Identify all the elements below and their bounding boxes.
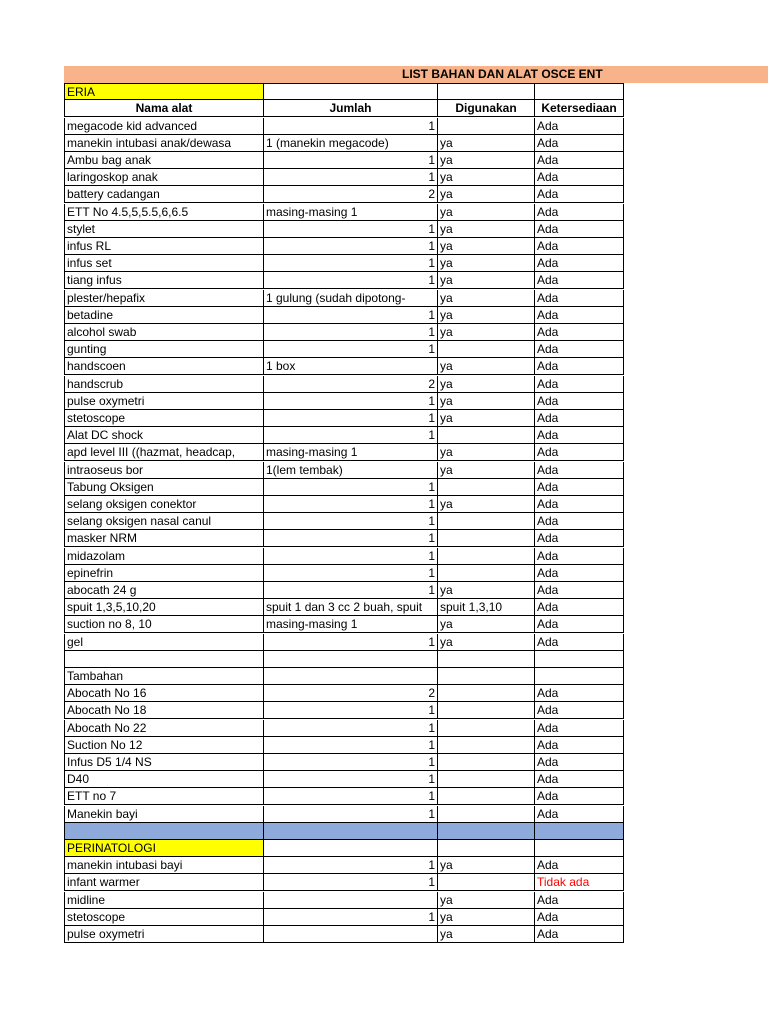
item-jumlah[interactable] — [264, 272, 438, 289]
table-row — [64, 221, 768, 238]
jumlah-text: masing-masing 1 — [266, 445, 358, 460]
jumlah-number: 1 — [428, 565, 435, 580]
table-row — [64, 427, 768, 444]
item-digunakan[interactable]: ya — [438, 255, 535, 272]
jumlah-number: 1 — [428, 411, 435, 425]
tambahan-row — [64, 668, 768, 685]
jumlah-text: 1 (manekin megacode) — [266, 135, 389, 150]
item-ketersediaan[interactable]: Ada — [535, 444, 624, 461]
jumlah-text: masing-masing 1 — [266, 617, 358, 632]
jumlah-number: 1 — [428, 256, 435, 271]
table-row — [64, 393, 768, 410]
item-ketersediaan[interactable]: Ada — [535, 754, 624, 771]
item-digunakan[interactable]: ya — [438, 358, 535, 375]
table-row — [64, 530, 768, 547]
item-digunakan[interactable] — [438, 530, 535, 547]
jumlah-number: 1 — [428, 755, 435, 769]
separator-cell[interactable] — [264, 823, 438, 840]
item-ketersediaan[interactable]: Ada — [535, 169, 624, 186]
item-name[interactable]: laringoskop anak — [64, 169, 264, 186]
jumlah-number: 2 — [428, 376, 435, 391]
item-jumlah[interactable] — [264, 255, 438, 272]
table-row — [64, 513, 768, 530]
item-ketersediaan[interactable]: Ada — [535, 410, 624, 427]
item-digunakan[interactable] — [438, 427, 535, 444]
table-row — [64, 771, 768, 788]
item-jumlah[interactable] — [264, 358, 438, 375]
item-ketersediaan[interactable]: Ada — [535, 462, 624, 479]
item-name[interactable]: battery cadangan — [64, 186, 264, 203]
item-jumlah[interactable] — [264, 926, 438, 943]
item-jumlah[interactable] — [264, 238, 438, 255]
jumlah-text: 1 gulung (sudah dipotong- — [266, 290, 406, 305]
empty-cell[interactable] — [264, 651, 438, 668]
item-digunakan[interactable] — [438, 771, 535, 788]
item-ketersediaan[interactable]: Ada — [535, 909, 624, 926]
item-ketersediaan[interactable]: Ada — [535, 341, 624, 358]
item-ketersediaan[interactable]: Ada — [535, 788, 624, 805]
item-digunakan[interactable]: ya — [438, 376, 535, 393]
jumlah-number: 1 — [428, 497, 435, 511]
item-name[interactable]: selang oksigen conektor — [64, 496, 264, 513]
jumlah-number: 1 — [428, 703, 435, 718]
item-ketersediaan[interactable]: Tidak ada — [535, 874, 624, 891]
separator-cell[interactable] — [438, 823, 535, 840]
jumlah-text: masing-masing 1 — [266, 204, 358, 219]
jumlah-number: 1 — [428, 514, 435, 529]
item-jumlah[interactable] — [264, 737, 438, 754]
item-digunakan[interactable] — [438, 565, 535, 582]
item-digunakan[interactable]: ya — [438, 616, 535, 633]
table-row — [64, 341, 768, 358]
item-digunakan[interactable]: ya — [438, 324, 535, 341]
item-jumlah[interactable] — [264, 771, 438, 788]
item-jumlah[interactable] — [264, 616, 438, 633]
jumlah-number: 1 — [428, 634, 435, 649]
item-ketersediaan[interactable]: Ada — [535, 530, 624, 547]
table-row — [64, 135, 768, 152]
sheet-title: LIST BAHAN DAN ALAT OSCE ENT — [402, 67, 603, 81]
table-row — [64, 582, 768, 599]
table-row — [64, 909, 768, 926]
table-row — [64, 169, 768, 186]
item-name[interactable]: plester/hepafix — [64, 290, 264, 307]
table-row — [64, 720, 768, 737]
jumlah-number: 1 — [428, 583, 435, 597]
item-name[interactable]: D40 — [64, 771, 264, 788]
item-ketersediaan[interactable]: Ada — [535, 720, 624, 737]
empty-cell[interactable] — [535, 651, 624, 668]
item-jumlah[interactable] — [264, 909, 438, 926]
item-name[interactable]: handscoen — [64, 358, 264, 375]
table-row — [64, 892, 768, 909]
item-jumlah[interactable] — [264, 135, 438, 152]
cell[interactable] — [535, 83, 624, 100]
jumlah-number: 1 — [428, 393, 435, 408]
item-digunakan[interactable] — [438, 513, 535, 530]
table-row — [64, 118, 768, 135]
item-jumlah[interactable] — [264, 169, 438, 186]
item-digunakan[interactable]: ya — [438, 238, 535, 255]
item-jumlah[interactable] — [264, 548, 438, 565]
item-digunakan[interactable]: ya — [438, 152, 535, 169]
item-ketersediaan[interactable]: Ada — [535, 565, 624, 582]
item-ketersediaan[interactable]: Ada — [535, 634, 624, 651]
item-name[interactable]: masker NRM — [64, 530, 264, 547]
blank-row — [64, 651, 768, 668]
table-row — [64, 290, 768, 307]
item-digunakan[interactable]: ya — [438, 634, 535, 651]
item-digunakan[interactable]: ya — [438, 909, 535, 926]
item-name[interactable]: Manekin bayi — [64, 806, 264, 823]
item-digunakan[interactable]: ya — [438, 444, 535, 461]
item-digunakan[interactable]: ya — [438, 135, 535, 152]
table-row — [64, 479, 768, 496]
item-ketersediaan[interactable]: Ada — [535, 204, 624, 221]
item-ketersediaan[interactable]: Ada — [535, 806, 624, 823]
jumlah-number: 1 — [428, 428, 435, 443]
item-name[interactable]: selang oksigen nasal canul — [64, 513, 264, 530]
item-ketersediaan[interactable]: Ada — [535, 376, 624, 393]
jumlah-text: spuit 1 dan 3 cc 2 buah, spuit — [266, 600, 423, 615]
item-digunakan[interactable] — [438, 720, 535, 737]
item-digunakan[interactable]: ya — [438, 892, 535, 909]
jumlah-text: 1(lem tembak) — [266, 462, 343, 477]
item-name[interactable]: Abocath No 22 — [64, 720, 264, 737]
item-name[interactable]: manekin intubasi anak/dewasa — [64, 135, 264, 152]
item-jumlah[interactable] — [264, 462, 438, 479]
item-ketersediaan[interactable]: Ada — [535, 290, 624, 307]
item-jumlah[interactable] — [264, 582, 438, 599]
jumlah-number: 2 — [428, 187, 435, 202]
separator-cell[interactable] — [535, 823, 624, 840]
item-digunakan[interactable] — [438, 874, 535, 891]
item-jumlah[interactable] — [264, 788, 438, 805]
item-name[interactable]: ETT no 7 — [64, 788, 264, 805]
item-jumlah[interactable] — [264, 634, 438, 651]
item-ketersediaan[interactable]: Ada — [535, 737, 624, 754]
table-row — [64, 186, 768, 203]
item-jumlah[interactable] — [264, 221, 438, 238]
jumlah-number: 1 — [428, 875, 435, 890]
item-jumlah[interactable] — [264, 186, 438, 203]
item-digunakan[interactable] — [438, 341, 535, 358]
empty-cell[interactable] — [264, 840, 438, 857]
item-jumlah[interactable] — [264, 530, 438, 547]
item-ketersediaan[interactable]: Ada — [535, 221, 624, 238]
item-jumlah[interactable] — [264, 324, 438, 341]
item-digunakan[interactable]: ya — [438, 169, 535, 186]
jumlah-number: 1 — [428, 239, 435, 253]
item-digunakan[interactable] — [438, 685, 535, 702]
table-row — [64, 737, 768, 754]
item-digunakan[interactable]: ya — [438, 496, 535, 513]
section-label[interactable]: ERIA — [64, 83, 264, 100]
separator-row — [64, 823, 768, 840]
jumlah-number: 1 — [428, 531, 435, 546]
item-jumlah[interactable] — [264, 307, 438, 324]
empty-cell[interactable] — [438, 651, 535, 668]
table-row — [64, 307, 768, 324]
item-ketersediaan[interactable]: Ada — [535, 324, 624, 341]
item-ketersediaan[interactable]: Ada — [535, 307, 624, 324]
table-row — [64, 496, 768, 513]
item-digunakan[interactable]: ya — [438, 393, 535, 410]
jumlah-number: 1 — [428, 307, 435, 322]
jumlah-number: 1 — [428, 772, 435, 787]
header-nama-alat[interactable]: Nama alat — [64, 100, 264, 117]
empty-cell[interactable] — [535, 840, 624, 857]
item-name[interactable]: Tabung Oksigen — [64, 479, 264, 496]
item-ketersediaan[interactable]: Ada — [535, 616, 624, 633]
table-row — [64, 926, 768, 943]
cell[interactable] — [438, 83, 535, 100]
item-jumlah[interactable] — [264, 427, 438, 444]
item-ketersediaan[interactable]: Ada — [535, 255, 624, 272]
item-name[interactable]: megacode kid advanced — [64, 118, 264, 135]
table-row — [64, 857, 768, 874]
item-name[interactable]: gel — [64, 634, 264, 651]
item-digunakan[interactable]: ya — [438, 410, 535, 427]
item-name[interactable]: pulse oxymetri — [64, 393, 264, 410]
item-ketersediaan[interactable]: Ada — [535, 926, 624, 943]
item-jumlah[interactable] — [264, 857, 438, 874]
section-row-perinatologi — [64, 840, 768, 857]
title-row — [64, 66, 768, 83]
table-row — [64, 548, 768, 565]
item-name[interactable]: gunting — [64, 341, 264, 358]
item-name[interactable]: stetoscope — [64, 909, 264, 926]
item-digunakan[interactable]: ya — [438, 307, 535, 324]
item-digunakan[interactable] — [438, 806, 535, 823]
item-jumlah[interactable] — [264, 152, 438, 169]
item-jumlah[interactable] — [264, 513, 438, 530]
item-digunakan[interactable] — [438, 118, 535, 135]
item-digunakan[interactable]: ya — [438, 221, 535, 238]
item-digunakan[interactable]: spuit 1,3,10 — [438, 599, 535, 616]
item-digunakan[interactable] — [438, 754, 535, 771]
item-ketersediaan[interactable]: Ada — [535, 702, 624, 719]
item-name[interactable]: handscrub — [64, 376, 264, 393]
item-name[interactable]: spuit 1,3,5,10,20 — [64, 599, 264, 616]
jumlah-number: 1 — [428, 153, 435, 167]
item-digunakan[interactable] — [438, 548, 535, 565]
item-ketersediaan[interactable]: Ada — [535, 582, 624, 599]
jumlah-number: 1 — [428, 325, 435, 339]
item-digunakan[interactable]: ya — [438, 204, 535, 221]
jumlah-number: 1 — [428, 118, 435, 133]
item-name[interactable]: stylet — [64, 221, 264, 238]
jumlah-number: 1 — [428, 170, 435, 185]
table-row — [64, 462, 768, 479]
item-jumlah[interactable] — [264, 341, 438, 358]
separator-cell[interactable] — [64, 823, 264, 840]
table-row — [64, 754, 768, 771]
item-jumlah[interactable] — [264, 702, 438, 719]
item-name[interactable]: tiang infus — [64, 272, 264, 289]
table-row — [64, 685, 768, 702]
item-ketersediaan[interactable]: Ada — [535, 238, 624, 255]
item-jumlah[interactable] — [264, 204, 438, 221]
item-name[interactable]: pulse oxymetri — [64, 926, 264, 943]
item-digunakan[interactable] — [438, 702, 535, 719]
table-row — [64, 152, 768, 169]
header-row — [64, 100, 768, 117]
empty-cell[interactable] — [438, 668, 535, 685]
jumlah-number: 1 — [428, 720, 435, 735]
jumlah-number: 1 — [428, 273, 435, 288]
item-digunakan[interactable] — [438, 479, 535, 496]
item-jumlah[interactable] — [264, 806, 438, 823]
item-jumlah[interactable] — [264, 496, 438, 513]
item-ketersediaan[interactable]: Ada — [535, 358, 624, 375]
item-ketersediaan[interactable]: Ada — [535, 427, 624, 444]
item-ketersediaan[interactable]: Ada — [535, 118, 624, 135]
item-ketersediaan[interactable]: Ada — [535, 186, 624, 203]
item-name[interactable]: midazolam — [64, 548, 264, 565]
item-name[interactable]: Infus D5 1/4 NS — [64, 754, 264, 771]
item-jumlah[interactable] — [264, 685, 438, 702]
jumlah-number: 1 — [428, 548, 435, 563]
item-name[interactable]: ETT No 4.5,5,5.5,6,6.5 — [64, 204, 264, 221]
item-ketersediaan[interactable]: Ada — [535, 771, 624, 788]
item-name[interactable]: betadine — [64, 307, 264, 324]
item-digunakan[interactable]: ya — [438, 857, 535, 874]
item-ketersediaan[interactable]: Ada — [535, 479, 624, 496]
table-row — [64, 410, 768, 427]
empty-cell[interactable] — [535, 668, 624, 685]
table-row — [64, 358, 768, 375]
item-name[interactable]: infant warmer — [64, 874, 264, 891]
item-name[interactable]: manekin intubasi bayi — [64, 857, 264, 874]
item-ketersediaan[interactable]: Ada — [535, 857, 624, 874]
item-name[interactable]: Suction No 12 — [64, 737, 264, 754]
table-row — [64, 238, 768, 255]
table-row — [64, 788, 768, 805]
jumlah-number: 2 — [428, 686, 435, 701]
item-name[interactable]: Abocath No 18 — [64, 702, 264, 719]
table-row — [64, 806, 768, 823]
item-digunakan[interactable] — [438, 788, 535, 805]
item-digunakan[interactable]: ya — [438, 272, 535, 289]
item-name[interactable]: Ambu bag anak — [64, 152, 264, 169]
item-jumlah[interactable] — [264, 393, 438, 410]
item-digunakan[interactable]: ya — [438, 290, 535, 307]
item-ketersediaan[interactable]: Ada — [535, 548, 624, 565]
cell[interactable] — [264, 83, 438, 100]
item-name[interactable]: Abocath No 16 — [64, 685, 264, 702]
item-name[interactable]: epinefrin — [64, 565, 264, 582]
item-jumlah[interactable] — [264, 376, 438, 393]
item-jumlah[interactable] — [264, 118, 438, 135]
item-jumlah[interactable] — [264, 874, 438, 891]
item-digunakan[interactable]: ya — [438, 926, 535, 943]
item-jumlah[interactable] — [264, 892, 438, 909]
table-row — [64, 616, 768, 633]
item-ketersediaan[interactable]: Ada — [535, 393, 624, 410]
table-row — [64, 702, 768, 719]
item-ketersediaan[interactable]: Ada — [535, 892, 624, 909]
item-jumlah[interactable] — [264, 565, 438, 582]
section-label[interactable]: PERINATOLOGI — [64, 840, 264, 857]
jumlah-number: 1 — [428, 858, 435, 873]
item-name[interactable]: infus RL — [64, 238, 264, 255]
table-row — [64, 634, 768, 651]
item-name[interactable]: apd level III ((hazmat, headcap, — [64, 444, 264, 461]
table-row — [64, 444, 768, 461]
table-row — [64, 204, 768, 221]
table-row — [64, 255, 768, 272]
table-row — [64, 599, 768, 616]
item-digunakan[interactable]: ya — [438, 462, 535, 479]
jumlah-number: 1 — [428, 789, 435, 804]
table-row — [64, 874, 768, 891]
item-name[interactable]: suction no 8, 10 — [64, 616, 264, 633]
item-ketersediaan[interactable]: Ada — [535, 513, 624, 530]
item-name[interactable]: alcohol swab — [64, 324, 264, 341]
item-ketersediaan[interactable]: Ada — [535, 152, 624, 169]
jumlah-number: 1 — [428, 909, 435, 924]
item-jumlah[interactable] — [264, 754, 438, 771]
header-jumlah[interactable]: Jumlah — [264, 100, 438, 117]
item-name[interactable]: midline — [64, 892, 264, 909]
jumlah-number: 1 — [428, 806, 435, 821]
item-jumlah[interactable] — [264, 444, 438, 461]
item-digunakan[interactable] — [438, 737, 535, 754]
empty-cell[interactable] — [264, 668, 438, 685]
item-jumlah[interactable] — [264, 599, 438, 616]
item-jumlah[interactable] — [264, 290, 438, 307]
jumlah-number: 1 — [428, 221, 435, 236]
item-name[interactable]: Alat DC shock — [64, 427, 264, 444]
item-digunakan[interactable]: ya — [438, 582, 535, 599]
item-name[interactable]: stetoscope — [64, 410, 264, 427]
item-ketersediaan[interactable]: Ada — [535, 496, 624, 513]
empty-cell[interactable] — [64, 651, 264, 668]
empty-cell[interactable] — [438, 840, 535, 857]
jumlah-number: 1 — [428, 342, 435, 357]
item-ketersediaan[interactable]: Ada — [535, 272, 624, 289]
table-row — [64, 565, 768, 582]
item-ketersediaan[interactable]: Ada — [535, 685, 624, 702]
item-name[interactable]: infus set — [64, 255, 264, 272]
item-jumlah[interactable] — [264, 479, 438, 496]
item-ketersediaan[interactable]: Ada — [535, 135, 624, 152]
section-row-eria — [64, 83, 768, 100]
table-row — [64, 324, 768, 341]
item-ketersediaan[interactable]: Ada — [535, 599, 624, 616]
header-ketersediaan[interactable]: Ketersediaan — [535, 100, 624, 117]
item-digunakan[interactable]: ya — [438, 186, 535, 203]
item-jumlah[interactable] — [264, 410, 438, 427]
jumlah-text: 1 box — [266, 359, 296, 374]
item-name[interactable]: intraoseus bor — [64, 462, 264, 479]
item-jumlah[interactable] — [264, 720, 438, 737]
jumlah-number: 1 — [428, 737, 435, 752]
table-row — [64, 272, 768, 289]
item-name[interactable]: abocath 24 g — [64, 582, 264, 599]
table-row — [64, 376, 768, 393]
jumlah-number: 1 — [428, 479, 435, 494]
header-digunakan[interactable]: Digunakan — [438, 100, 535, 117]
tambahan-label[interactable]: Tambahan — [64, 668, 264, 685]
